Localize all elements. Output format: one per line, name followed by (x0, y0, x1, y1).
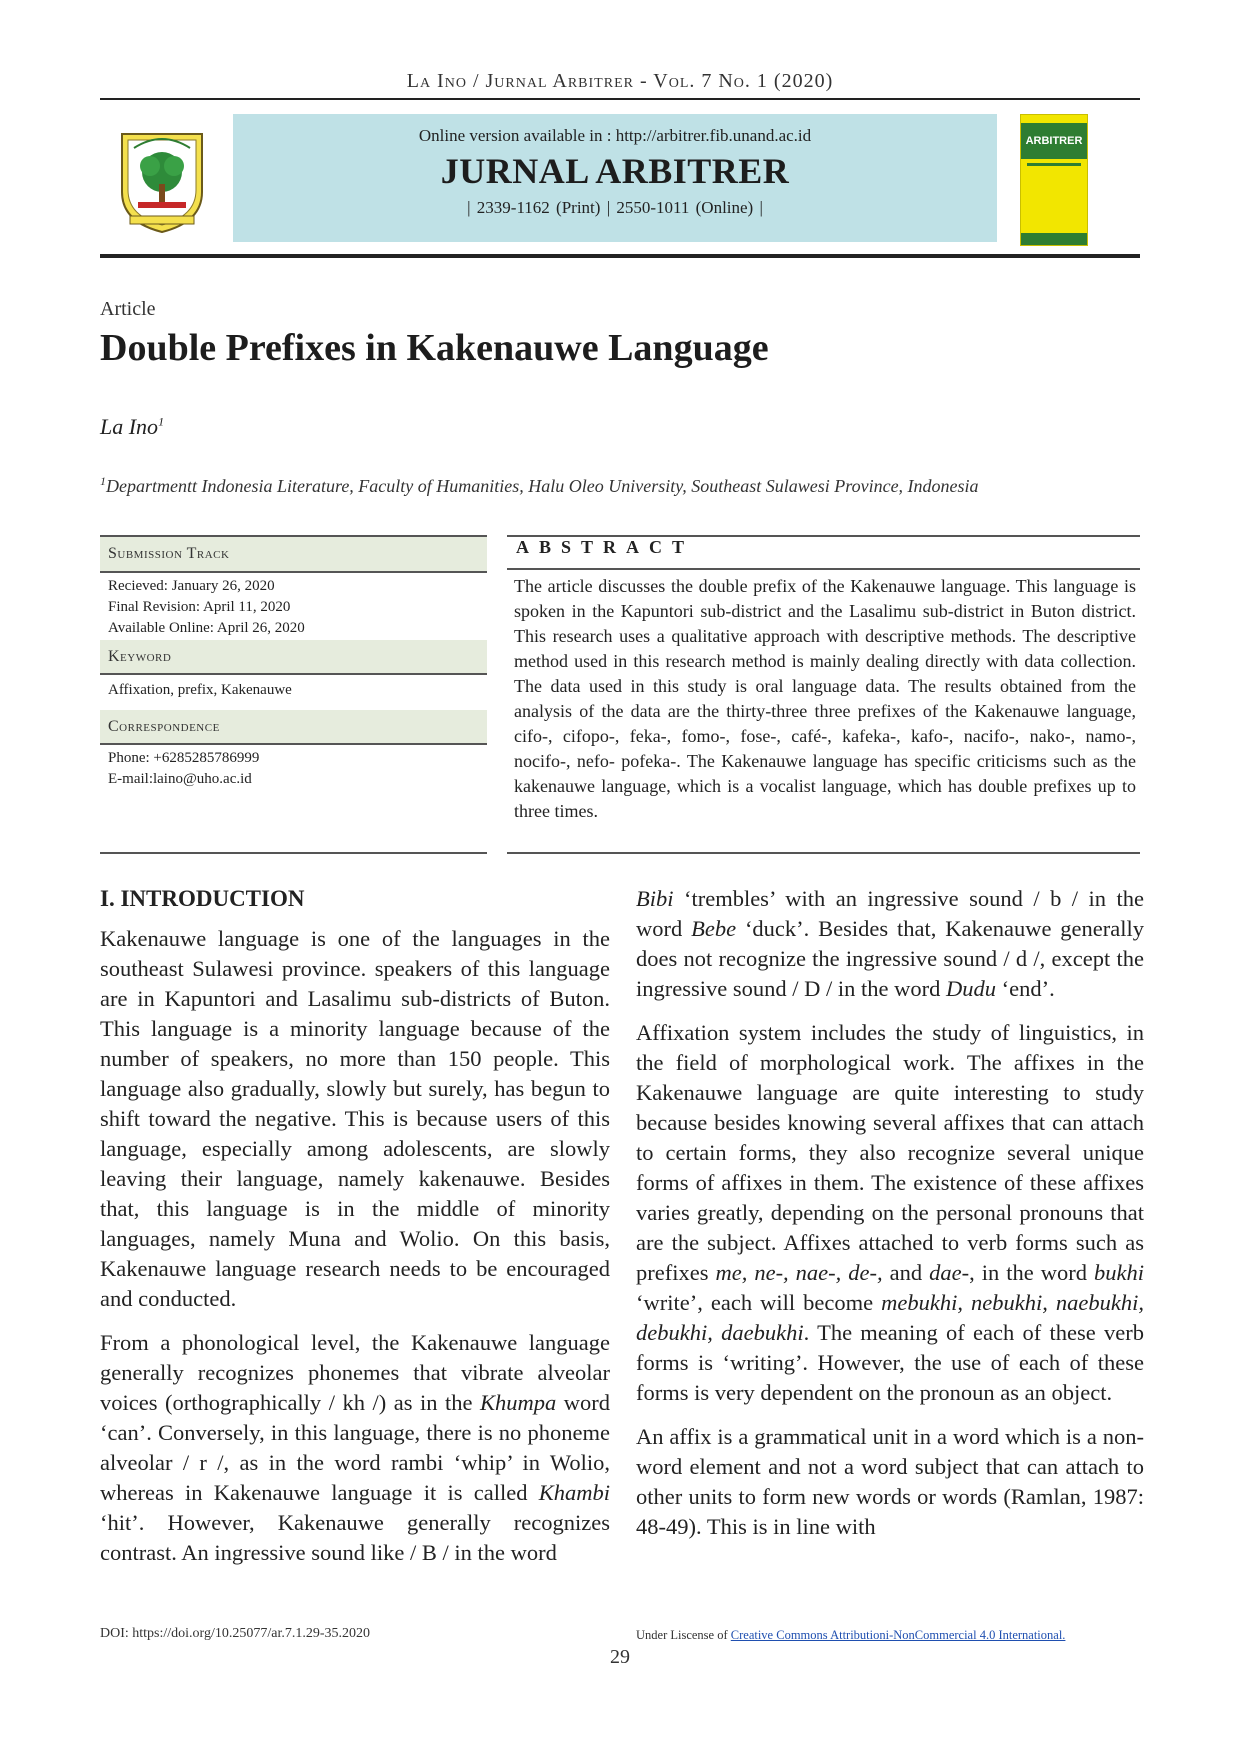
paragraph: An affix is a grammatical unit in a word which is a non-word element and not a word subject that can attach to other units to form new words or words (Ramlan, 1987: 48-49). This is in line with (636, 1424, 1144, 1539)
doi-text: DOI: https://doi.org/10.25077/ar.7.1.29-35.2020 (100, 1626, 371, 1641)
issn-text: | 2339-1162 (Print) | 2550-1011 (Online) | (467, 198, 763, 217)
abstract-heading: ABSTRACT (516, 537, 695, 557)
keyword-rule (100, 673, 487, 675)
correspondence-rule (100, 743, 487, 745)
journal-banner (233, 114, 997, 242)
correspondence-header: Correspondence (100, 710, 487, 744)
paragraph: Kakenauwe language is one of the languages in the southeast Sulawesi province. speakers of this language are in Kapuntori and Lasalimu sub-districts of Buton. This language is a minority language because of the number of speakers, no more than 150 people. This language also gradually, slowly but surely, has begun to shift toward the negative. This is because users of this language, especially among adolescents, are slowly leaving their language, namely kakenauwe. Besides that, this language is in the middle of minority languages, namely Muna and Wolio. On this basis, Kakenauwe language research needs to be encouraged and conducted. (100, 926, 610, 1311)
license-link[interactable]: Creative Commons Attributioni-NonCommercial 4.0 International. (730, 1628, 1066, 1642)
cover-label: ARBITRER (1025, 135, 1083, 147)
revision-date: Final Revision: April 11, 2020 (108, 599, 291, 615)
running-header: La Ino / Jurnal Arbitrer - Vol. 7 No. 1 (2020) (406, 70, 834, 92)
paragraph: Affixation system includes the study of linguistics, in the field of morphological work. The affixes in the Kakenauwe language are quite interesting to study because besides knowing several affixes that can attach to certain forms, they also recognize several unique forms of affixes in them. The existence of these affixes varies greatly, depending on the personal pronouns that are the subject. Affixes attached to verb forms such as prefixes me, ne-, nae-, de-, and dae-, in the word bukhi ‘write’, each will become mebukhi, nebukhi, naebukhi, debukhi, daebukhi. The meaning of each of these verb forms is ‘writing’. However, the use of each of these forms is very dependent on the pronoun as an object. (636, 1020, 1144, 1405)
submission-track-header: Submission Track (100, 537, 487, 571)
submission-bottom-rule (100, 852, 487, 854)
body-right-column (636, 884, 1144, 1556)
received-date: Recieved: January 26, 2020 (108, 578, 275, 594)
keywords: Affixation, prefix, Kakenauwe (108, 682, 292, 698)
submission-rule (100, 571, 487, 573)
keyword-header: Keyword (100, 640, 487, 674)
university-logo (116, 126, 208, 236)
journal-title: JURNAL ARBITRER (440, 151, 790, 191)
affiliation (100, 474, 979, 497)
journal-cover-thumbnail (1020, 114, 1088, 246)
submission-dates (108, 576, 305, 639)
online-url-text: Online version available in : http://arbitrer.fib.unand.ac.id (418, 126, 812, 145)
email: E-mail:laino@uho.ac.id (108, 771, 252, 787)
abstract-bottom-rule (507, 852, 1140, 854)
available-date: Available Online: April 26, 2020 (108, 620, 305, 636)
section-heading: I. INTRODUCTION (100, 886, 305, 911)
affil-sup: 1 (100, 474, 106, 488)
article-type: Article (100, 298, 156, 320)
affiliation-text: Departmentt Indonesia Literature, Faculty of Humanities, Halu Oleo University, Southeast Sulawesi Province, Indonesia (106, 476, 979, 496)
correspondence-info (108, 748, 259, 790)
phone: Phone: +6285285786999 (108, 750, 260, 766)
header-rule (100, 98, 1140, 100)
author (100, 414, 164, 440)
author-name: La Ino (100, 414, 159, 439)
body-left-column (100, 884, 610, 1582)
author-sup: 1 (158, 414, 165, 429)
abstract-text: The article discusses the double prefix of the Kakenauwe language. This language is spoken in the Kapuntori sub-district and the Lasalimu sub-district in Buton district. This research uses a qualitative approach with descriptive methods. The descriptive method used in this research method is mainly dealing directly with data collection. The data used in this study is oral language data. The results obtained from the analysis of the data are the thirty-three three prefixes of the Kakenauwe language, cifo-, cifopo-, feka-, fomo-, fose-, café-, kafeka-, kafo-, nacifo-, nako-, namo-, nocifo-, nefo- pofeka-. The Kakenauwe language has specific criticisms such as the kakenauwe language, which is a vocalist language, which has double prefixes up to three times. (514, 576, 1136, 821)
license-text: Under Liscense of Creative Commons Attributioni-NonCommercial 4.0 International. (636, 1628, 1066, 1642)
paragraph: From a phonological level, the Kakenauwe language generally recognizes phonemes that vibrate alveolar voices (orthographically / kh /) as in the Khumpa word ‘can’. Conversely, in this language, there is no phoneme alveolar / r /, as in the word rambi ‘whip’ in Wolio, whereas in Kakenauwe language it is called Khambi ‘hit’. However, Kakenauwe generally recognizes contrast. An ingressive sound like / B / in the word (100, 1330, 611, 1565)
page-number: 29 (610, 1646, 630, 1668)
masthead-rule (100, 254, 1140, 258)
abstract-rule (507, 568, 1140, 570)
article-title: Double Prefixes in Kakenauwe Language (100, 327, 769, 369)
paragraph: Bibi ‘trembles’ with an ingressive sound / b / in the word Bebe ‘duck’. Besides that, Kakenauwe generally does not recognize the ingressive sound / d /, except the ingressive sound / D / in the word Dudu ‘end’. (636, 886, 1144, 1001)
